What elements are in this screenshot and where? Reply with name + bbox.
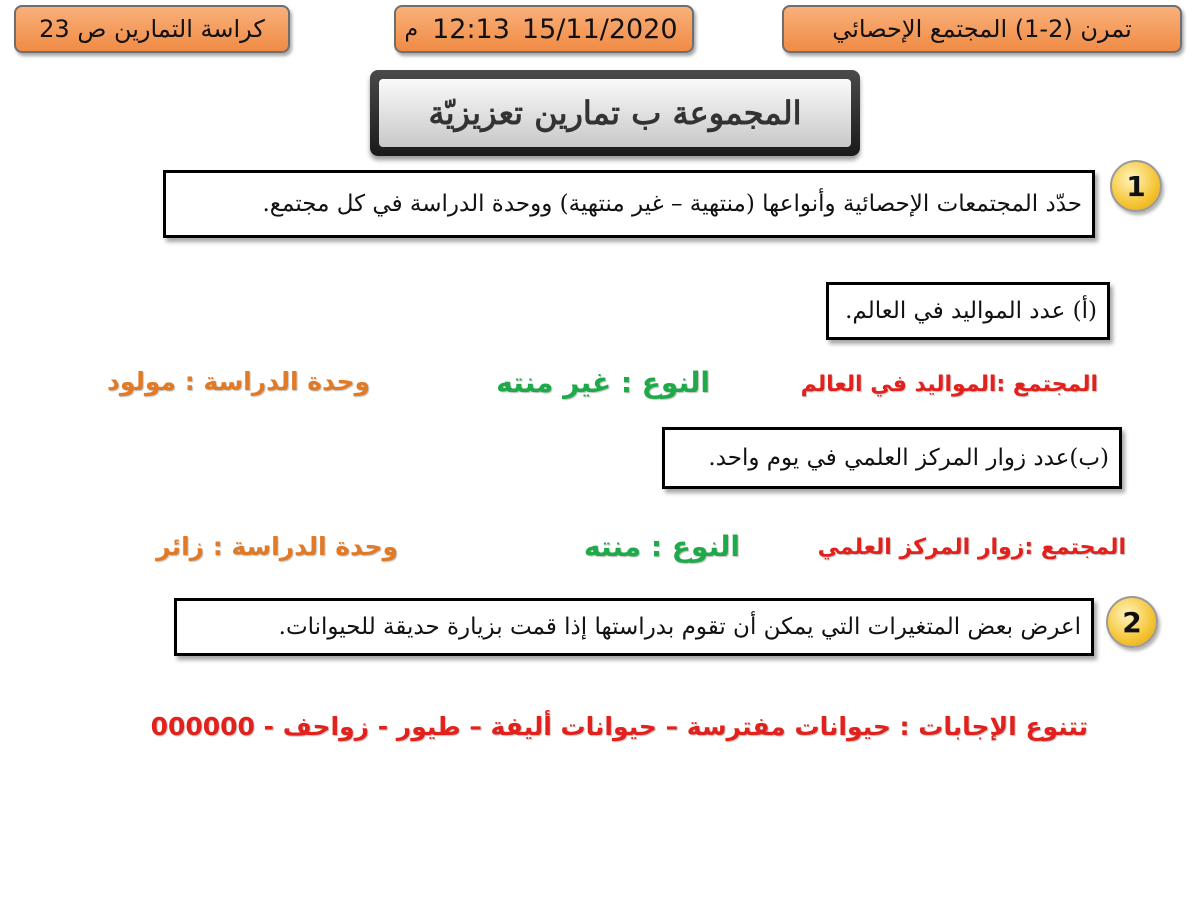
part-a-type-answer: النوع : غير منته bbox=[496, 366, 710, 399]
time-suffix-label: م bbox=[404, 16, 419, 42]
question-1-box bbox=[163, 170, 1095, 238]
question-2-text: اعرض بعض المتغيرات التي يمكن أن تقوم بدراستها إذا قمت بزيارة حديقة للحيوانات. bbox=[278, 614, 1081, 640]
part-b-text: (ب)عدد زوار المركز العلمي في يوم واحد. bbox=[708, 445, 1109, 471]
question-1-text: حدّد المجتمعات الإحصائية وأنواعها (منتهية – غير منتهية) ووحدة الدراسة في كل مجتمع. bbox=[262, 191, 1082, 217]
date-time-tab bbox=[394, 5, 694, 53]
part-a-unit-answer: وحدة الدراسة : مولود bbox=[106, 367, 370, 396]
part-b-box bbox=[662, 427, 1122, 489]
part-b-unit-answer: وحدة الدراسة : زائر bbox=[156, 532, 398, 561]
question-1-number: 1 bbox=[1126, 169, 1146, 203]
exercise-title-label: تمرن (2-1) المجتمع الإحصائي bbox=[832, 15, 1132, 43]
question-2-number-badge bbox=[1106, 596, 1158, 648]
time-label: 12:13 bbox=[432, 13, 510, 45]
workbook-page-label: كراسة التمارين ص 23 bbox=[39, 15, 265, 43]
question-2-box bbox=[174, 598, 1094, 656]
part-a-box bbox=[826, 282, 1110, 340]
workbook-page-tab bbox=[14, 5, 290, 53]
part-a-text: (أ) عدد المواليد في العالم. bbox=[845, 298, 1097, 324]
section-heading: المجموعة ب تمارين تعزيزيّة bbox=[379, 79, 851, 147]
part-b-type-answer: النوع : منته bbox=[583, 530, 740, 563]
date-label: 15/11/2020 bbox=[521, 13, 678, 45]
section-heading-plaque bbox=[370, 70, 860, 156]
question-1-number-badge bbox=[1110, 160, 1162, 212]
part-a-society-answer: المجتمع :المواليد في العالم bbox=[800, 372, 1098, 397]
question-2-number: 2 bbox=[1122, 605, 1142, 639]
part-b-society-answer: المجتمع :زوار المركز العلمي bbox=[817, 535, 1126, 560]
question-2-answer: تتنوع الإجابات : حيوانات مفترسة – حيوانات أليفة – طيور - زواحف - 000000 bbox=[150, 712, 1088, 741]
exercise-title-tab bbox=[782, 5, 1182, 53]
